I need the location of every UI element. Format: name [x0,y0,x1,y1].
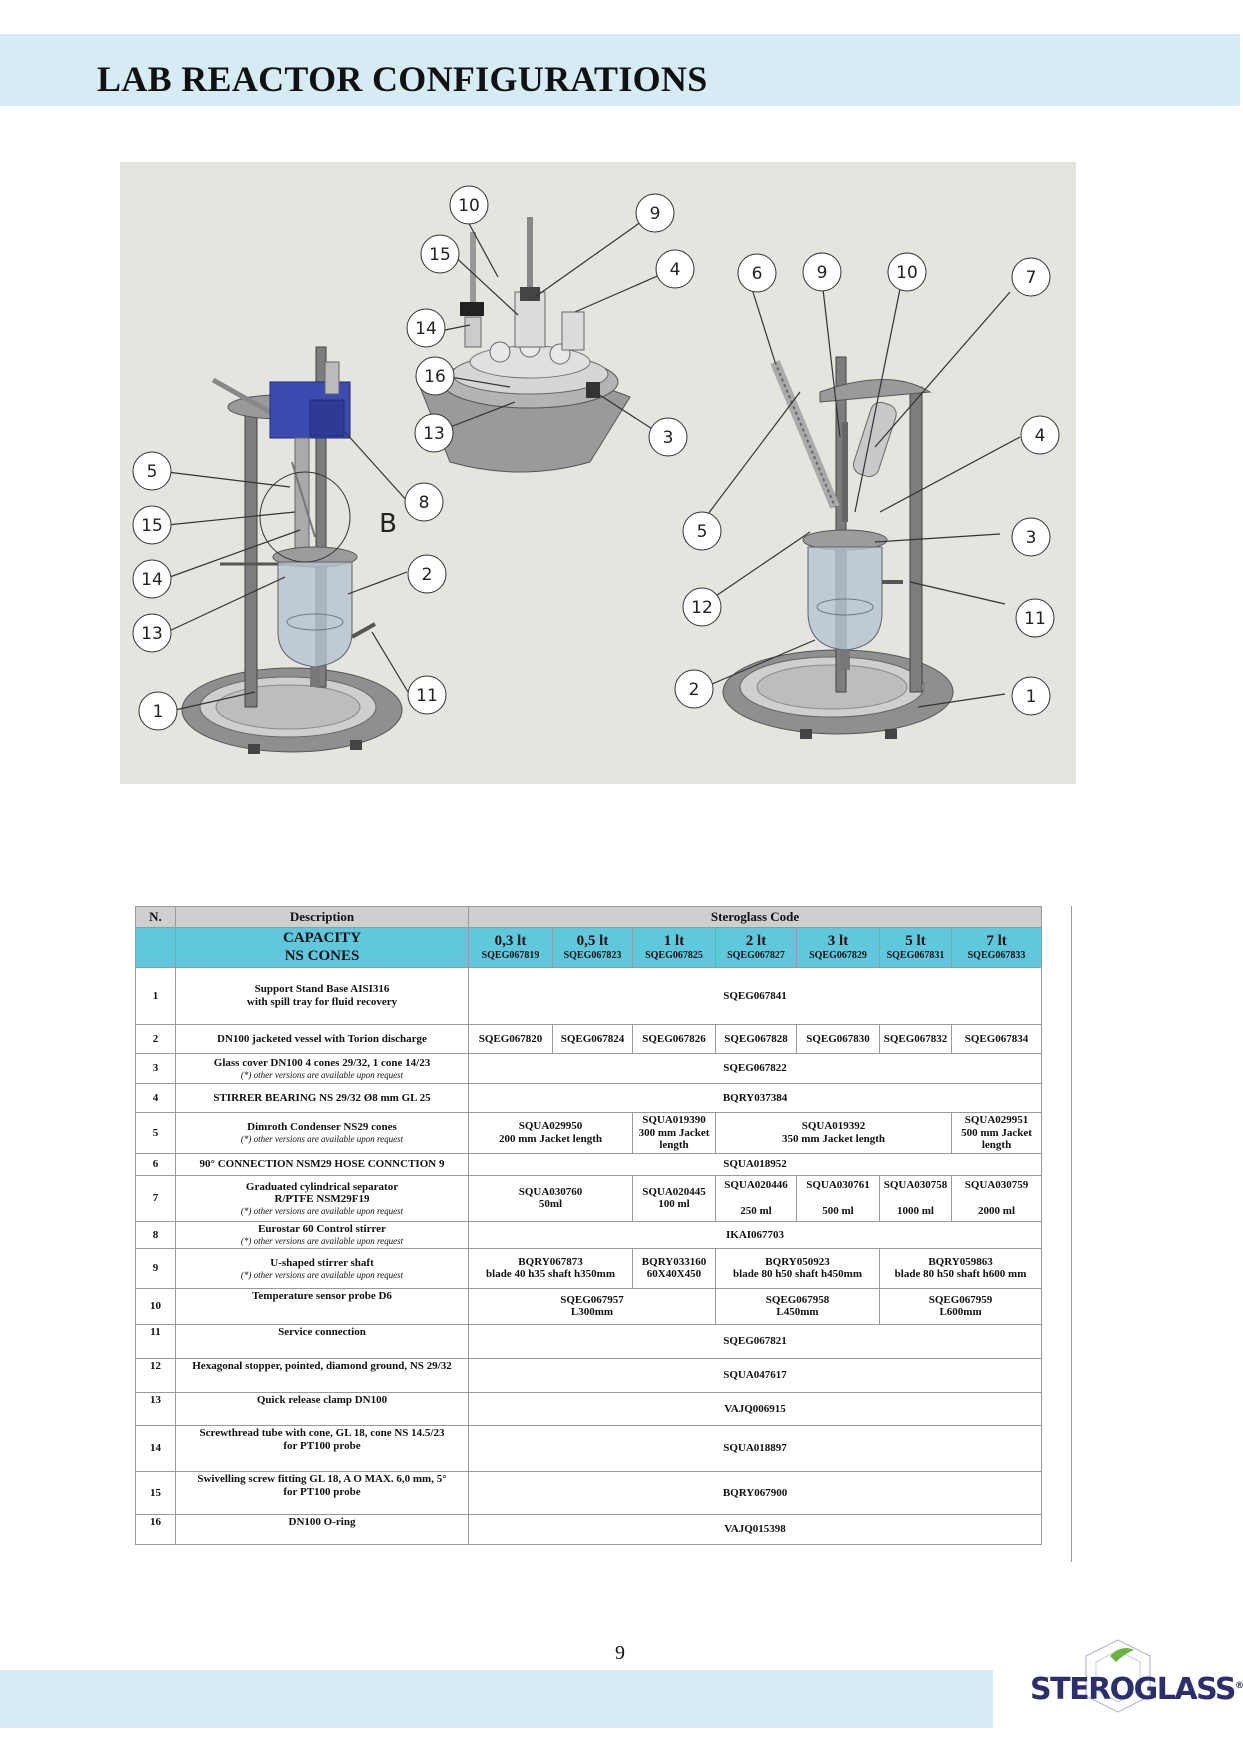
row-description [176,1054,469,1084]
code-detail: 350 mm Jacket length [782,1132,885,1145]
vol-5 [880,928,952,968]
row-code: VAJQ006915 [469,1392,1042,1425]
code-line: BQRY067873 [518,1255,583,1268]
row-code [880,1175,952,1221]
callout-right-7: 7 [1025,268,1037,288]
row-number: 16 [136,1514,176,1544]
row-number: 15 [136,1471,176,1514]
code-detail: blade 80 h50 shaft h450mm [733,1268,862,1281]
row-code [469,1175,633,1221]
callouts-right [675,253,1059,715]
row-code: BQRY067900 [469,1471,1042,1514]
vol-label: 0,5 lt [576,933,609,950]
callout-top-14: 14 [415,319,437,339]
code-detail: L300mm [570,1306,614,1319]
callout-right-2: 2 [688,680,700,700]
row-number: 14 [136,1425,176,1471]
row-code: SQEG067826 [633,1025,716,1054]
row-description [176,968,469,1025]
desc-line: Graduated cylindrical separator [245,1180,399,1193]
note-text: (*) other versions are available upon request [240,1134,404,1145]
desc-line: U-shaped stirrer shaft [270,1256,374,1269]
table-row [136,1113,1042,1154]
row-description [176,1248,469,1288]
code-line: SQUA029951 [964,1114,1029,1126]
row-code [633,1248,716,1288]
note-text: (*) other versions are available upon request [240,1269,404,1280]
code-detail: 500 mm Jacket length [961,1126,1032,1152]
capacity-row [136,928,1042,968]
code-line: SQUA019392 [801,1120,866,1133]
callout-right-6: 6 [751,264,763,284]
row-number: 4 [136,1084,176,1113]
callout-left-5: 5 [146,462,158,482]
vol-3 [716,928,797,968]
callout-top-3: 3 [662,428,674,448]
row-description: DN100 O-ring [176,1514,469,1544]
row-number: 12 [136,1358,176,1392]
row-code: SQUA047617 [469,1358,1042,1392]
vol-label: 2 lt [745,933,767,950]
row-code: SQEG067832 [880,1025,952,1054]
table-row [136,1358,1042,1392]
vol-label: 0,3 lt [494,933,527,950]
row-description: Temperature sensor probe D6 [176,1288,469,1324]
row-code: BQRY037384 [469,1084,1042,1113]
row-code [952,1113,1042,1154]
desc-line: Dimroth Condenser NS29 cones [247,1121,397,1134]
vol-code: SQEG067829 [809,950,867,962]
table-row [136,1471,1042,1514]
row-code [952,1175,1042,1221]
code-detail: 60X40X450 [646,1268,702,1281]
row-description [176,1425,469,1471]
row-number: 6 [136,1153,176,1175]
table-row [136,1324,1042,1358]
desc-line: Eurostar 60 Control stirrer [258,1223,386,1236]
code-detail: 500 ml [822,1204,854,1217]
capacity-title [176,928,469,968]
row-code [716,1248,880,1288]
callout-left-13: 13 [141,624,163,644]
desc-line: for PT100 probe [283,1485,361,1498]
row-code: SQEG067834 [952,1025,1042,1054]
vol-0 [469,928,553,968]
row-code [469,1248,633,1288]
code-detail: blade 80 h50 shaft h600 mm [894,1268,1027,1281]
capacity-line1: CAPACITY [282,930,362,947]
table-row [136,1175,1042,1221]
row-code [880,1248,1042,1288]
row-number: 9 [136,1248,176,1288]
code-detail: L450mm [776,1306,819,1319]
left-reactor [182,347,402,754]
table-row [136,1288,1042,1324]
header-code: Steroglass Code [469,907,1042,928]
vol-code: SQEG067819 [481,950,540,962]
code-detail: 1000 ml [897,1204,934,1217]
vol-label: 3 lt [827,933,849,950]
row-number: 1 [136,968,176,1025]
row-code: SQUA018952 [469,1153,1042,1175]
row-code: SQEG067821 [469,1324,1042,1358]
row-code [469,1113,633,1154]
row-code: SQEG067828 [716,1025,797,1054]
code-line: SQEG067959 [928,1293,993,1306]
row-number: 11 [136,1324,176,1358]
vol-code: SQEG067823 [563,950,622,962]
spec-table-wrap [135,906,1041,1545]
code-line: SQUA030760 [518,1185,583,1198]
table-row [136,1425,1042,1471]
row-description: STIRRER BEARING NS 29/32 Ø8 mm GL 25 [176,1084,469,1113]
row-description [176,1113,469,1154]
capacity-empty [136,928,176,968]
logo-text [1030,1672,1243,1707]
table-row [136,1514,1042,1544]
code-detail: 300 mm Jacket length [638,1126,710,1152]
reactor-drawing [120,162,1076,784]
callout-right-12: 12 [691,598,713,618]
table-row [136,1153,1042,1175]
callout-right-4: 4 [1034,426,1046,446]
code-line: SQUA019390 [642,1114,706,1126]
callout-top-15: 15 [429,245,451,265]
vol-code: SQEG067831 [886,950,945,962]
row-code [716,1113,952,1154]
row-number: 2 [136,1025,176,1054]
code-line: SQUA030758 [883,1179,948,1192]
row-code: SQEG067820 [469,1025,553,1054]
header-n: N. [136,907,176,928]
steroglass-logo [1030,1636,1243,1718]
row-code [716,1175,797,1221]
callout-right-9: 9 [816,263,828,283]
row-code: VAJQ015398 [469,1514,1042,1544]
page-number: 9 [615,1642,625,1664]
row-number: 3 [136,1054,176,1084]
code-line: SQUA030759 [964,1179,1029,1192]
vol-code: SQEG067827 [727,950,785,962]
row-number: 13 [136,1392,176,1425]
callout-right-5: 5 [696,522,708,542]
table-side-rule [1071,906,1072,1562]
callout-left-15: 15 [141,516,163,536]
reactor-figure [120,162,1076,784]
callout-left-14: 14 [141,570,163,590]
row-code: SQEG067822 [469,1054,1042,1084]
code-line: BQRY059863 [928,1255,993,1268]
page-title: LAB REACTOR CONFIGURATIONS [97,59,708,99]
callout-left-2: 2 [421,565,433,585]
desc-line: for PT100 probe [283,1439,361,1452]
code-detail: 200 mm Jacket length [499,1132,602,1145]
footer-band [0,1670,993,1728]
code-detail: 50ml [538,1198,563,1211]
spec-table [135,906,1042,1545]
code-detail: 250 ml [740,1204,772,1217]
row-code: SQEG067830 [797,1025,880,1054]
row-description [176,1175,469,1221]
row-code: IKAI067703 [469,1221,1042,1248]
code-line: SQUA029950 [518,1120,583,1133]
code-detail: 2000 ml [978,1204,1016,1217]
row-number: 10 [136,1288,176,1324]
vol-code: SQEG067825 [645,950,703,962]
vol-label: 7 lt [986,933,1007,950]
note-text: (*) other versions are available upon request [240,1205,404,1216]
row-description: Quick release clamp DN100 [176,1392,469,1425]
callout-top-9: 9 [649,204,661,224]
table-row [136,1248,1042,1288]
row-code: SQUA018897 [469,1425,1042,1471]
vol-2 [633,928,716,968]
vol-6 [952,928,1042,968]
table-header-row [136,907,1042,928]
detail-label-b: B [379,509,397,539]
capacity-line2: NS CONES [284,947,360,964]
callout-left-1: 1 [152,702,164,722]
code-line: SQUA020446 [724,1179,788,1192]
vol-1 [553,928,633,968]
header-description: Description [176,907,469,928]
callout-right-3: 3 [1025,528,1037,548]
code-line: SQEG067957 [560,1293,624,1306]
row-number: 7 [136,1175,176,1221]
vol-label: 1 lt [663,933,685,950]
callout-left-11: 11 [416,686,438,706]
row-code: SQEG067841 [469,968,1042,1025]
vol-4 [797,928,880,968]
row-description: 90° CONNECTION NSM29 HOSE CONNCTION 9 [176,1153,469,1175]
code-line: SQUA020445 [642,1185,706,1198]
callout-top-4: 4 [669,260,681,280]
note-text: (*) other versions are available upon request [240,1069,404,1080]
desc-line: with spill tray for fluid recovery [246,996,398,1008]
code-line: SQEG067958 [765,1293,830,1306]
desc-line: Swivelling screw fitting GL 18, A O MAX. 6,0 mm, 5° [197,1472,447,1485]
code-line: SQUA030761 [806,1179,870,1192]
table-row [136,968,1042,1025]
row-code [880,1288,1042,1324]
callout-left-8: 8 [418,493,430,513]
row-code [797,1175,880,1221]
table-row [136,1054,1042,1084]
row-description: Service connection [176,1324,469,1358]
vol-code: SQEG067833 [967,950,1026,962]
row-number: 8 [136,1221,176,1248]
row-number: 5 [136,1113,176,1154]
row-code [716,1288,880,1324]
callout-right-1: 1 [1025,687,1037,707]
desc-line: Support Stand Base AISI316 [254,983,390,996]
table-row [136,1392,1042,1425]
code-detail: L600mm [939,1306,982,1319]
callout-right-11: 11 [1024,609,1046,629]
logo-word: STEROGLASS [1030,1672,1235,1707]
note-text: (*) other versions are available upon request [240,1236,404,1247]
table-row [136,1221,1042,1248]
logo-registered: ® [1235,1681,1243,1691]
desc-line: Glass cover DN100 4 cones 29/32, 1 cone 14/23 [213,1057,431,1069]
vol-label: 5 lt [905,933,926,950]
code-detail: blade 40 h35 shaft h350mm [486,1268,615,1281]
desc-line: R/PTFE NSM29F19 [274,1193,370,1206]
row-code [633,1175,716,1221]
code-line: BQRY033160 [641,1255,707,1268]
callout-top-13: 13 [423,424,445,444]
callout-right-10: 10 [896,263,918,283]
callout-top-10: 10 [458,196,480,216]
callout-top-16: 16 [424,367,446,387]
table-row [136,1025,1042,1054]
right-reactor [723,357,953,739]
row-description [176,1221,469,1248]
table-row [136,1084,1042,1113]
desc-line: Screwthread tube with cone, GL 18, cone NS 14.5/23 [199,1426,445,1439]
row-code [469,1288,716,1324]
code-detail: 100 ml [658,1198,690,1211]
row-description: DN100 jacketed vessel with Torion discharge [176,1025,469,1054]
row-description [176,1471,469,1514]
code-line: BQRY050923 [765,1255,830,1268]
row-description: Hexagonal stopper, pointed, diamond ground, NS 29/32 [176,1358,469,1392]
row-code: SQEG067824 [553,1025,633,1054]
row-code [633,1113,716,1154]
